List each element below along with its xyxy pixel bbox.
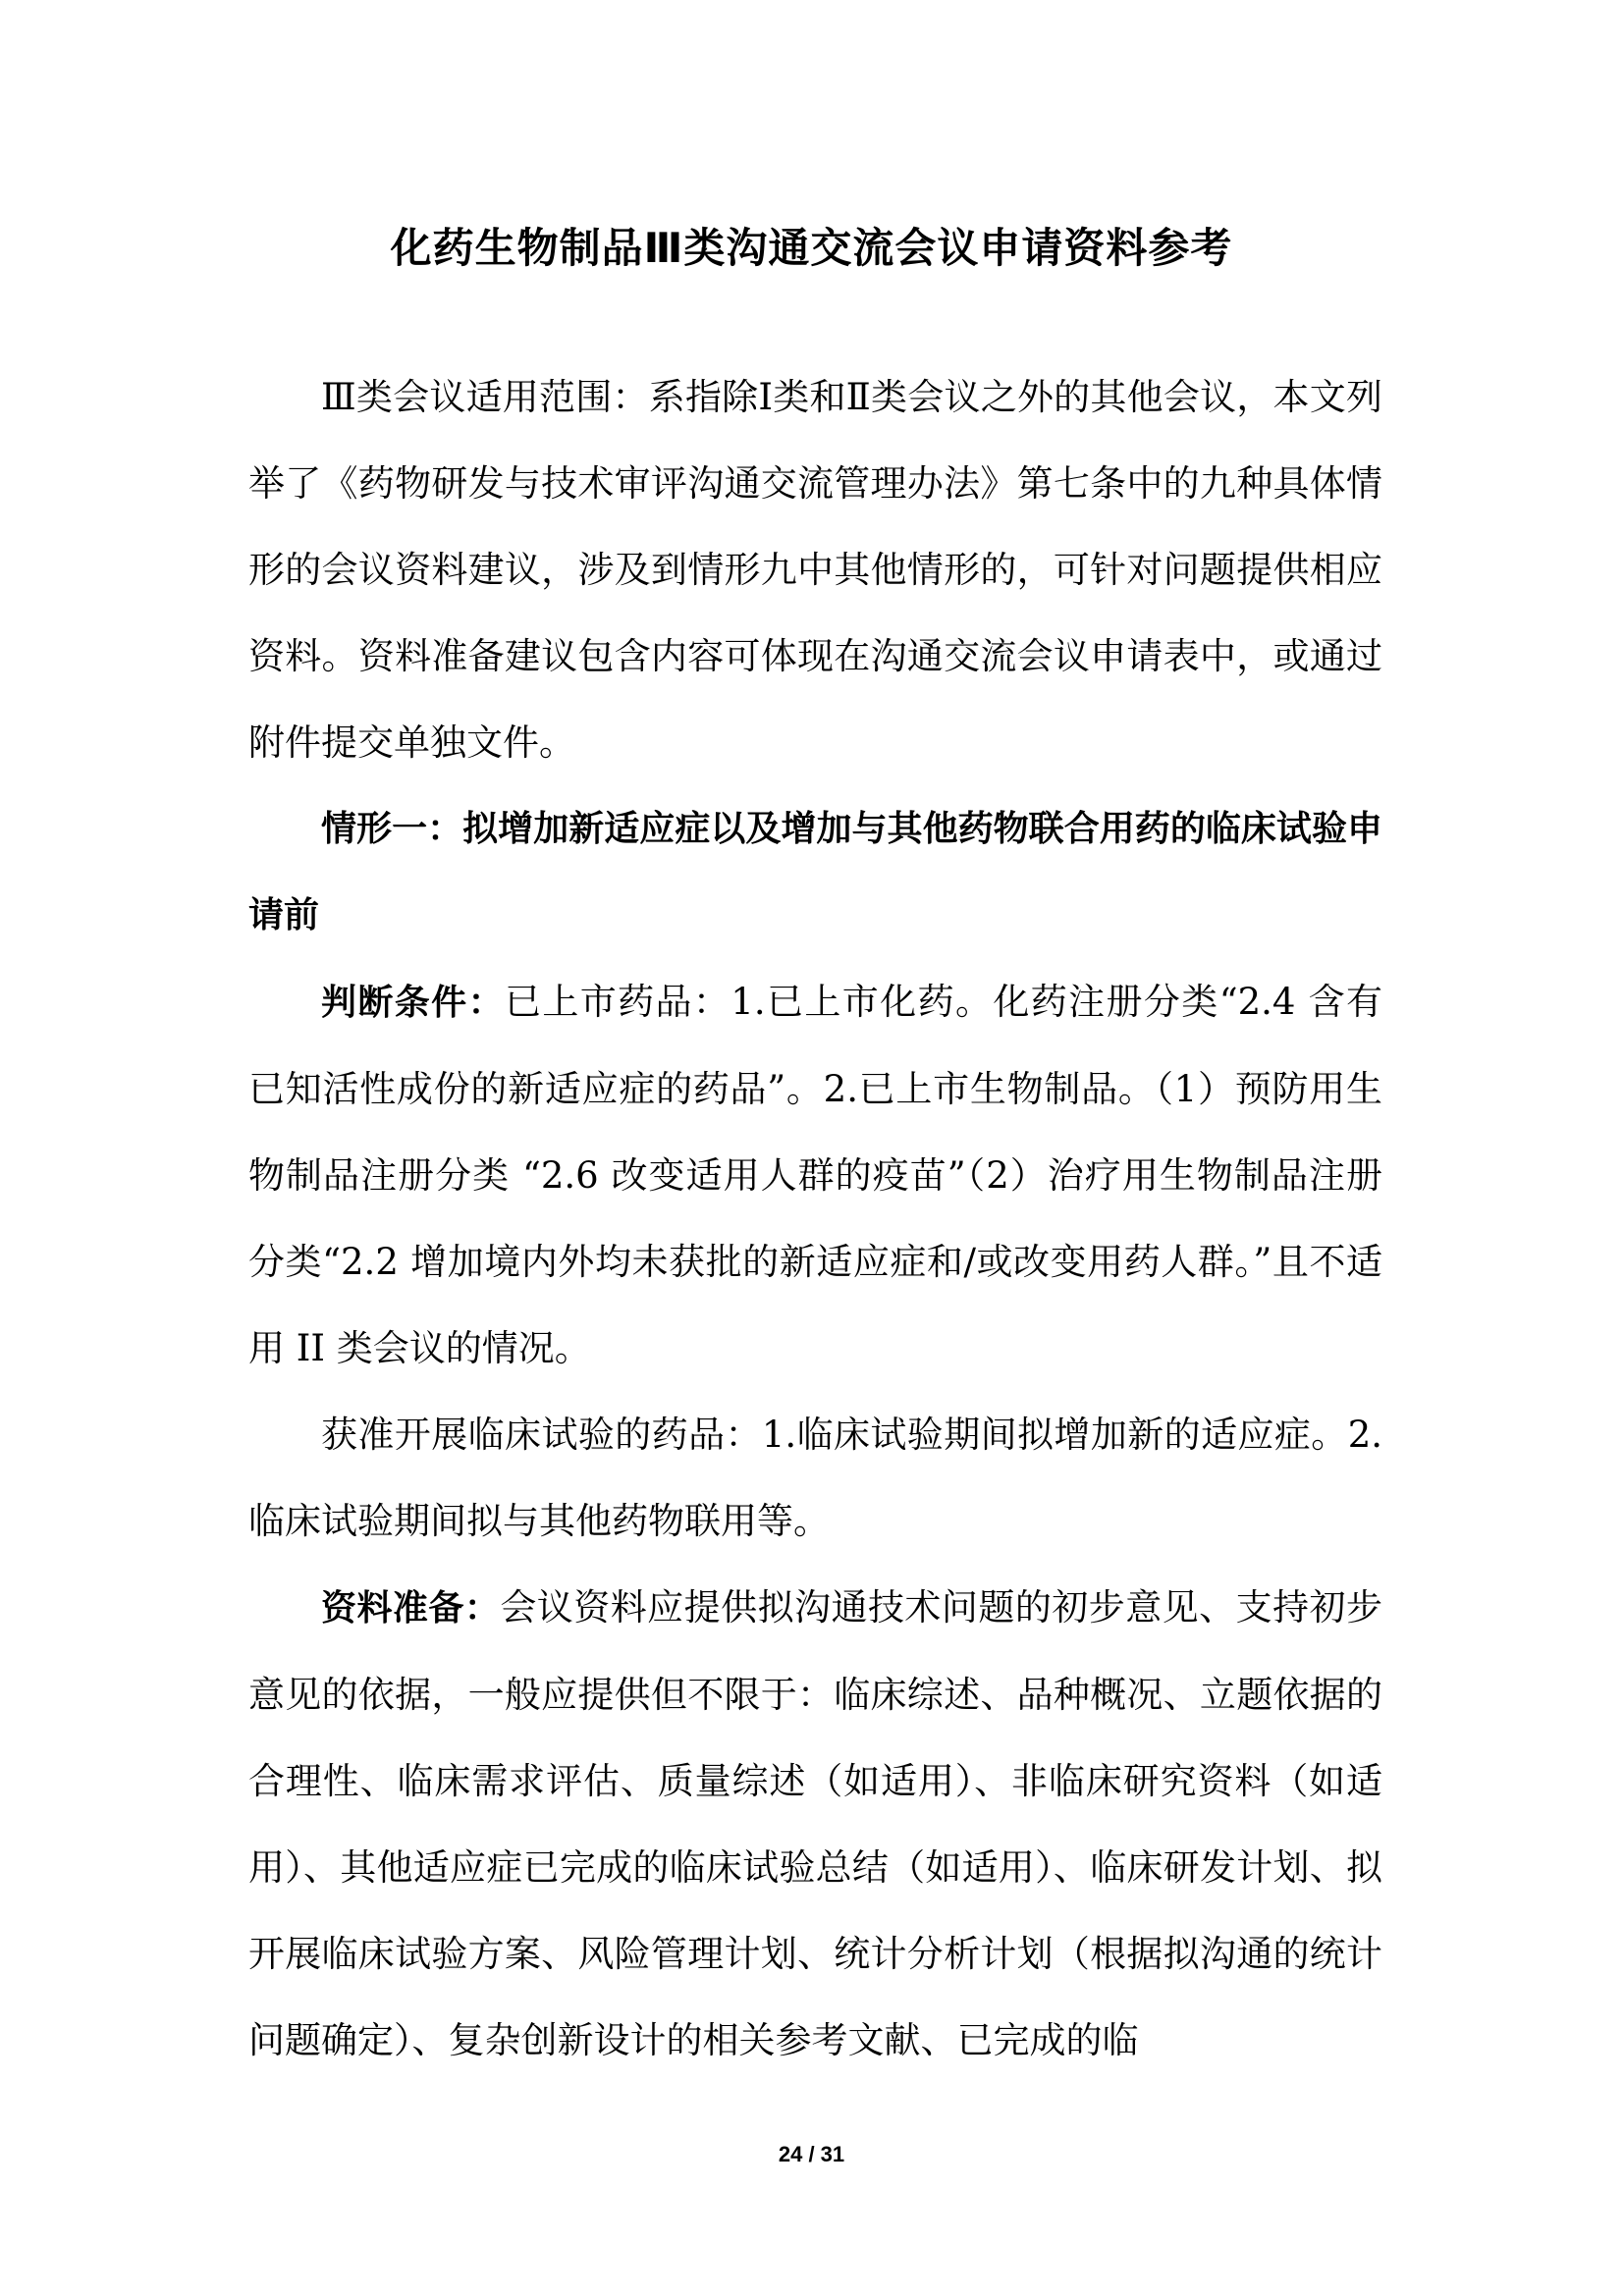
- materials-label: 资料准备：: [321, 1588, 501, 1629]
- criteria-paragraph: [248, 959, 1382, 1392]
- document-title: 化药生物制品Ⅲ类沟通交流会议申请资料参考: [390, 224, 1233, 272]
- page-number: 24 / 31: [778, 2142, 845, 2166]
- approved-drugs-paragraph: 获准开展临床试验的药品：1.临床试验期间拟增加新的适应症。2.临床试验期间拟与其他药物联用等。: [248, 1414, 1382, 1542]
- materials-text: 会议资料应提供拟沟通技术问题的初步意见、支持初步意见的依据，一般应提供但不限于：临床综述、品种概况、立题依据的合理性、临床需求评估、质量综述（如适用）、非临床研究资料（如适用）、其他适应症已完成的临床试验总结（如适用）、临床研发计划、拟开展临床试验方案、风险管理计划、统计分析计划（根据拟沟通的统计问题确定）、复杂创新设计的相关参考文献、已完成的临: [248, 1586, 1382, 2061]
- case-one-heading: 情形一：拟增加新适应症以及增加与其他药物联合用药的临床试验申请前: [248, 809, 1382, 935]
- materials-paragraph: [248, 1565, 1382, 2084]
- document-body: [248, 354, 1382, 2084]
- criteria-label: 判断条件：: [321, 983, 505, 1023]
- intro-paragraph: Ⅲ类会议适用范围：系指除Ⅰ类和Ⅱ类会议之外的其他会议，本文列举了《药物研发与技术审评沟通交流管理办法》第七条中的九种具体情形的会议资料建议，涉及到情形九中其他情形的，可针对问题提供相应资料。资料准备建议包含内容可体现在沟通交流会议申请表中，或通过附件提交单独文件。: [248, 376, 1382, 764]
- criteria-text: 已上市药品：1.已上市化药。化药注册分类“2.4 含有已知活性成份的新适应症的药品”。2.已上市生物制品。（1）预防用生物制品注册分类 “2.6 改变适用人群的疫苗”（2）治疗用生物制品注册分类“2.2 增加境内外均未获批的新适应症和/或改变用药人群。”且不适用 II 类会议的情况。: [248, 981, 1382, 1369]
